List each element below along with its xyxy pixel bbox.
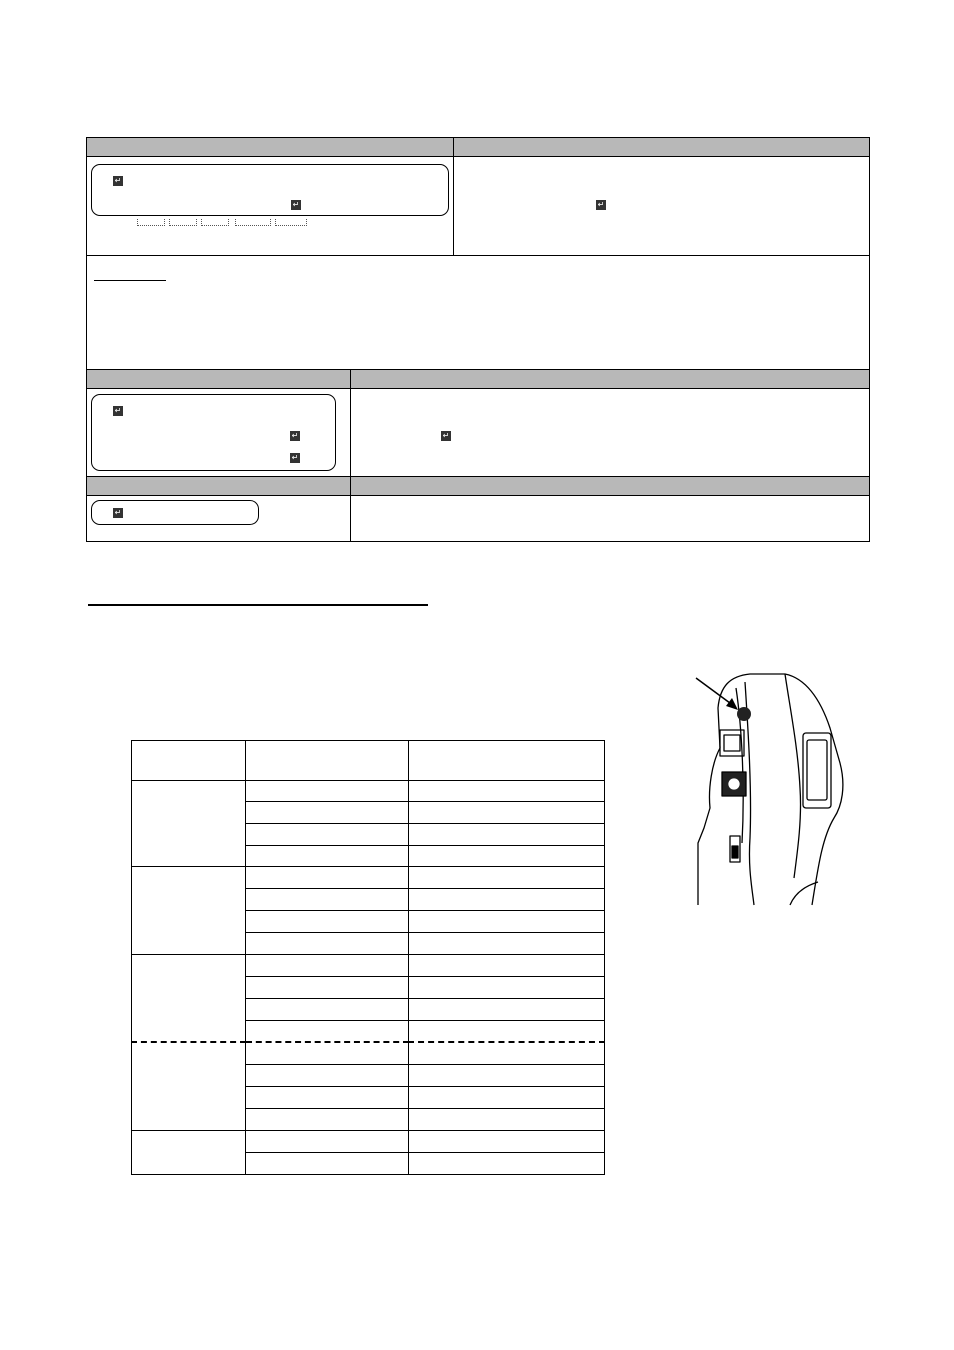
table-cell [409, 781, 605, 802]
command-cell-3 [86, 495, 351, 542]
table-row [132, 781, 605, 802]
table-cell [246, 1153, 409, 1175]
field-brace [137, 219, 165, 226]
table-cell [409, 1042, 605, 1065]
table-cell [409, 933, 605, 955]
table-cell [246, 846, 409, 867]
enter-key-icon: ↵ [114, 508, 122, 517]
header-bar-right-2 [350, 369, 870, 389]
table-cell [246, 781, 409, 802]
device-button [737, 707, 751, 721]
table-cell [409, 999, 605, 1021]
header-bar-left-1 [86, 137, 454, 157]
table-cell [246, 741, 409, 781]
table-cell [246, 1021, 409, 1042]
table-cell [246, 977, 409, 999]
table-cell [409, 824, 605, 846]
table-cell [246, 911, 409, 933]
enter-key-icon: ↵ [291, 431, 299, 440]
table-header-row [132, 741, 605, 781]
field-brace [201, 219, 229, 226]
table-cell [246, 1065, 409, 1087]
header-bar-left-2 [86, 369, 351, 389]
table-group-cell [132, 1131, 246, 1175]
table-group-cell [132, 867, 246, 955]
enter-key-icon: ↵ [114, 406, 122, 415]
table-group-cell [132, 955, 246, 1042]
table-cell [409, 955, 605, 977]
table-row [132, 1131, 605, 1153]
device-left-edge [698, 708, 720, 905]
table-cell [246, 1042, 409, 1065]
header-bar-left-3 [86, 476, 351, 496]
table-cell [246, 933, 409, 955]
table-cell [409, 1153, 605, 1175]
table-cell [246, 955, 409, 977]
response-cell-3 [350, 495, 870, 542]
table-row [132, 1042, 605, 1065]
command-frame-1 [91, 164, 449, 216]
enter-key-icon: ↵ [291, 453, 299, 462]
response-cell-2 [350, 388, 870, 477]
enter-key-icon: ↵ [114, 176, 122, 185]
device-illustration [690, 668, 860, 908]
table-cell [246, 999, 409, 1021]
table-cell [409, 741, 605, 781]
table-cell [246, 889, 409, 911]
table-cell [246, 824, 409, 846]
table-cell [409, 1087, 605, 1109]
table-row [132, 867, 605, 889]
section-heading-underline [88, 604, 428, 606]
table-cell [246, 867, 409, 889]
table-cell [246, 1131, 409, 1153]
response-cell-1 [453, 156, 870, 256]
header-bar-right-1 [453, 137, 870, 157]
table-cell [409, 1109, 605, 1131]
table-cell [409, 977, 605, 999]
table-cell [409, 1065, 605, 1087]
table-cell [409, 867, 605, 889]
field-brace [275, 219, 307, 226]
table-cell [409, 889, 605, 911]
table-cell [409, 1021, 605, 1042]
enter-key-icon: ↵ [292, 200, 300, 209]
table-cell [246, 1087, 409, 1109]
field-brace [235, 219, 271, 226]
enter-key-icon: ↵ [597, 200, 605, 209]
table-group-cell [132, 781, 246, 867]
header-bar-right-3 [350, 476, 870, 496]
command-cell-1 [86, 156, 454, 256]
table-cell [409, 802, 605, 824]
table-cell [409, 846, 605, 867]
table-group-cell [132, 1042, 246, 1131]
enter-key-icon: ↵ [442, 431, 450, 440]
field-brace [169, 219, 197, 226]
spec-table [131, 740, 605, 1175]
table-cell [409, 911, 605, 933]
table-cell [409, 1131, 605, 1153]
table-row [132, 955, 605, 977]
table-cell [246, 1109, 409, 1131]
command-cell-2 [86, 388, 351, 477]
table-cell [246, 802, 409, 824]
notes-underline [94, 280, 166, 281]
table-cell [132, 741, 246, 781]
notes-cell [86, 255, 870, 370]
